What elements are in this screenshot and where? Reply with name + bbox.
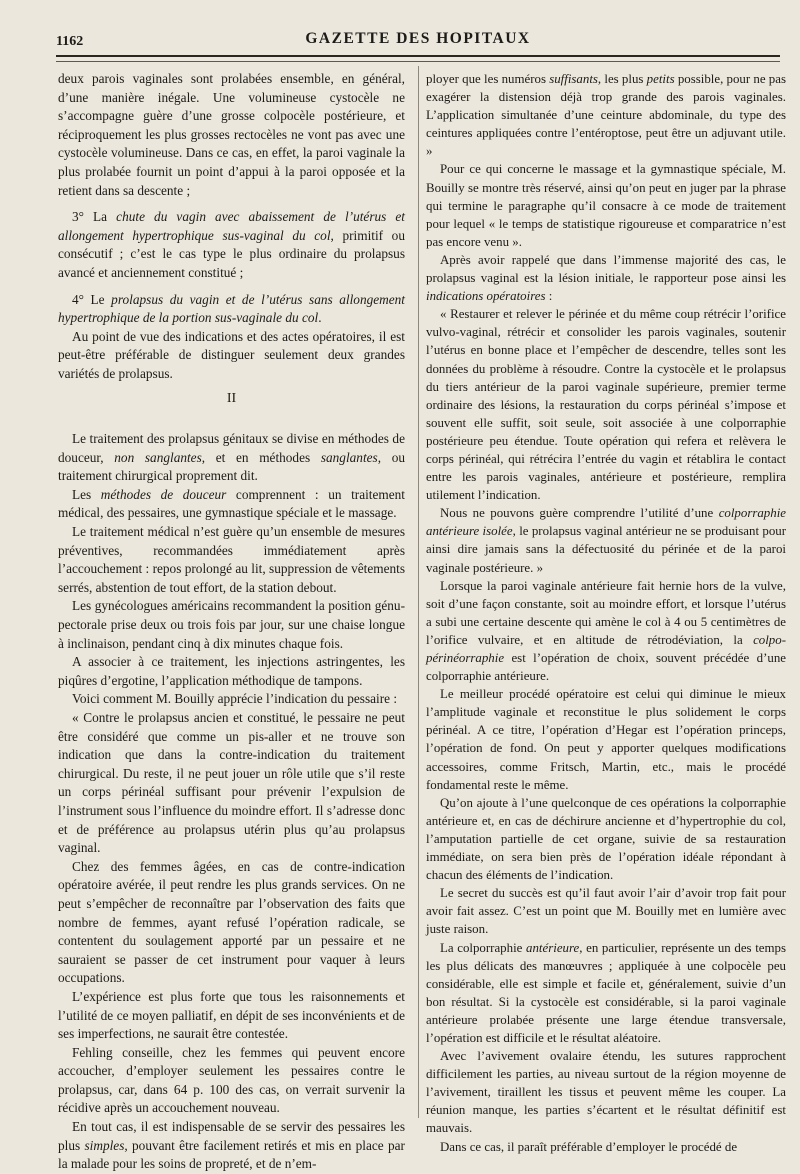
text-run: Le secret du succès est qu’il faut avoir l’air d’avoir trop fait pour avoir fait assez. C’est un point que M. Bouilly met en lumière avec juste raison. bbox=[426, 886, 786, 937]
text-run: 3° La bbox=[72, 209, 117, 225]
text-run: ployer que les numéros bbox=[426, 72, 550, 86]
paragraph bbox=[58, 858, 405, 988]
text-run: Après avoir rappelé que dans l’immense majorité des cas, le prolapsus vaginal est la lésion initiale, le rapporteur pose ainsi les bbox=[426, 252, 786, 286]
paragraph bbox=[426, 939, 786, 1048]
header-rule bbox=[56, 55, 780, 57]
text-run: A associer à ce traitement, les injections astringentes, les piqûres d’ergotine, l’application méthodique de tampons. bbox=[58, 654, 405, 688]
italic-text: non sanglantes bbox=[114, 449, 202, 465]
italic-text: colpo-périnéorraphie bbox=[426, 632, 786, 665]
paragraph bbox=[58, 690, 405, 709]
text-run: , et en méthodes bbox=[201, 449, 321, 465]
text-run: En tout cas, il est indispensable de se servir des pessaires les plus bbox=[58, 1119, 405, 1153]
text-run: Voici comment M. Bouilly apprécie l’indication du pessaire : bbox=[72, 691, 398, 707]
text-run: Fehling conseille, chez les femmes qui peuvent encore accoucher, d’employer seulement les pessaires contre le prolapsus, car, dans 64 p. 100 des cas, on verrait survenir la récidive après un accouchement nouveau. bbox=[58, 1044, 405, 1116]
italic-text: méthodes de douceur bbox=[100, 486, 227, 502]
paragraph bbox=[58, 523, 405, 597]
text-run: Le meilleur procédé opératoire est celui qui diminue le mieux l’amplitude vaginale et reconstitue le plus solidement le corps périnéal. A ce titre, l’opération d’Hegar est l’opération princeps, l’opération de fond. On peut y apporter quelques modifications accessoires, comme Fritsch, Martin, etc., mais le procédé fondamental reste le même. bbox=[426, 687, 786, 792]
text-run: , les plus bbox=[597, 72, 647, 86]
running-title: GAZETTE DES HOPITAUX bbox=[305, 30, 531, 47]
text-run: « Restaurer et relever le périnée et du même coup rétrécir l’orifice vulvo-vaginal, rétrécir et consolider les parois vaginales, soutenir l’utérus en bonne place et l’empêcher de descendre, telles sont les données du problème à résoudre. Contre la cystocèle et le prolapsus du tiers antérieur de la paroi vaginale supérieure, premier terme ordinaire des lésions, la restauration du corps périnéal s’impose et souvent elle suffit, soit seule, soit associée à une colporraphie postérieure peu étendue. Toute opération qui refera et relèvera le corps périnéal, qui rétrécira l’entrée du vagin et rétablira le contact entre les parois vaginales, antérieure et postérieure, remplira utilement l’indication. bbox=[426, 307, 786, 503]
italic-text: petits bbox=[646, 72, 675, 86]
paragraph bbox=[58, 653, 405, 690]
paragraph bbox=[426, 160, 786, 250]
italic-text: antérieure bbox=[526, 940, 580, 955]
text-run: Le traitement des prolapsus génitaux se divise en méthodes de douceur, bbox=[58, 431, 405, 465]
paragraph bbox=[426, 70, 786, 160]
left-column bbox=[58, 70, 405, 1174]
text-run: Avec l’avivement ovalaire étendu, les sutures rapprochent difficilement les parties, au niveau surtout de la région moyenne de l’avivement, tiraillent les tissus et peuvent même les couper. La réunion manque, les parties s’écartent et le résultat définitif est mauvais. bbox=[426, 1049, 786, 1136]
paragraph bbox=[58, 1044, 405, 1118]
text-run: « Contre le prolapsus ancien et constitué, le pessaire ne peut être considéré que comme un pis-aller et ne trouve son indication que dans la contre-indication du traitement chirurgical. Du reste, il ne peut jouer un rôle utile que s’il reste un corps périnéal suffisant pour prévenir l’expulsion de l’instrument sous l’influence du moindre effort. Il s’adresse donc et de préférence au prolapsus utérin plus qu’au prolapsus vaginal. bbox=[58, 710, 405, 856]
paragraph bbox=[58, 988, 405, 1044]
text-run: Au point de vue des indications et des actes opératoires, il est peut-être préférable de distinguer seulement deux grandes variétés de prolapsus. bbox=[58, 328, 405, 381]
text-run: possible, pour ne pas exagérer la distension déjà trop grande des parois vaginales. L’application simultanée d’une ceinture abdominale, du type des ceintures appliquées contre l’entéroptose, peut être un adjuvant utile. » bbox=[426, 72, 786, 159]
page-header bbox=[56, 24, 780, 64]
paragraph bbox=[426, 577, 786, 686]
text-run: Chez des femmes âgées, en cas de contre-indication opératoire avérée, il peut rendre les plus grands services. On ne peut s’empêcher de reconnaître par l’observation des faits que nombre de femmes, ayant refusé l’opération radicale, se contentent du soulagement apporté par un pessaire et ne sauraient se passer de cet instrument pour vaquer à leurs occupations. bbox=[58, 858, 405, 986]
right-column bbox=[426, 70, 786, 1156]
paragraph bbox=[426, 305, 786, 504]
paragraph bbox=[426, 794, 786, 884]
italic-text: indications opératoires bbox=[426, 289, 546, 304]
italic-text: prolapsus du vagin et de l’utérus sans allongement hypertrophique de la portion sus-vaginale du col bbox=[58, 291, 405, 326]
italic-text: simples bbox=[84, 1137, 125, 1153]
column-divider bbox=[418, 66, 419, 1118]
text-run: deux parois vaginales sont prolabées ensemble, en général, d’une manière inégale. Une volumineuse cystocèle ne s’accompagne guère d’une grosse colpocèle postérieure, et réciproquement les plus grosses rectocèles ne vont pas avec une cystocèle volumineuse. Dans ce cas, en effet, la paroi vaginale la plus prolabée fournit un point d’appui à la paroi opposée et la retient dans sa descente ; bbox=[58, 71, 405, 198]
paragraph bbox=[58, 597, 405, 653]
paragraph bbox=[58, 709, 405, 858]
header-rule-thin bbox=[56, 61, 780, 62]
text-run: Dans ce cas, il paraît préférable d’employer le procédé de bbox=[440, 1139, 738, 1154]
italic-text: sanglantes bbox=[320, 449, 378, 465]
text-run: est l’opération de choix, souvent précédée d’une colporraphie antérieure. bbox=[426, 651, 786, 684]
paragraph bbox=[58, 70, 405, 200]
paragraph bbox=[426, 1047, 786, 1137]
text-run: Pour ce qui concerne le massage et la gymnastique spéciale, M. Bouilly se montre très réservé, ainsi qu’on peut en juger par la phrase qui termine le paragraphe qu’il consacre à ce mode de traitement pour lequel « le temps de statistique rigoureuse et comparatrice n’est pas encore venu ». bbox=[426, 162, 786, 249]
paragraph bbox=[426, 685, 786, 794]
text-run: , le prolapsus vaginal antérieur ne se produisant pour ainsi dire jamais sans la défectuosité du périnée et de la paroi vaginale postérieure. » bbox=[426, 524, 787, 575]
paragraph bbox=[58, 208, 405, 282]
paragraph bbox=[58, 1118, 405, 1174]
text-run: 4° Le bbox=[72, 291, 112, 307]
text-run: , en particulier, représente un des temps les plus délicats des manœuvres ; appliquée à une colpocèle peu considérable, elle est simple et facile et, généralement, suivie d’un bon résultat. Si la cystocèle est considérable, si la paroi vaginale antérieure prolabée présente une large étendue transversale, l’opération est difficile et le résultat aléatoire. bbox=[426, 940, 786, 1045]
text-run: Lorsque la paroi vaginale antérieure fait hernie hors de la vulve, soit d’une façon constante, soit au moindre effort, et lorsque l’utérus a subi une certaine descente qui amène le col à 4 ou 5 centimètres de l’orifice vulvaire, et en altitude de rétrodéviation, la bbox=[426, 578, 786, 647]
paragraph bbox=[426, 251, 786, 305]
text-run: Nous ne pouvons guère comprendre l’utilité d’une bbox=[440, 506, 719, 521]
text-run: Les bbox=[72, 486, 101, 502]
text-run: comprennent : un traitement médical, des pessaires, une gymnastique spéciale et le massage. bbox=[58, 486, 405, 521]
paragraph bbox=[58, 291, 405, 328]
text-run: Qu’on ajoute à l’une quelconque de ces opérations la colporraphie antérieure et, en cas de déchirure ancienne et d’hypertrophie du col, l’amputation partielle de cet organe, suivie de sa restauration immédiate, on sera bien près de l’opération idéale répondant à chacun des éléments de l’indication. bbox=[426, 795, 786, 883]
text-run: . bbox=[318, 310, 322, 326]
paragraph bbox=[58, 328, 405, 384]
text-run: Le traitement médical n’est guère qu’un ensemble de mesures préventives, recommandées immédiatement après l’accouchement : repos prolongé au lit, suppression de vêtements serrés, abstention de tout effort, de la station debout. bbox=[58, 524, 405, 595]
paragraph bbox=[58, 486, 405, 523]
paragraph bbox=[58, 430, 405, 486]
text-run: L’expérience est plus forte que tous les raisonnements et l’utilité de ce moyen palliatif, en dépit de ses inconvénients et de ses imperfections, ne saurait être contestée. bbox=[58, 988, 405, 1042]
text-run: : bbox=[545, 289, 553, 304]
page-number: 1162 bbox=[56, 34, 84, 49]
paragraph bbox=[426, 884, 786, 938]
paragraph bbox=[426, 1138, 786, 1156]
text-run: , ou traitement chirurgical proprement dit. bbox=[58, 449, 405, 484]
section-heading: II bbox=[226, 390, 237, 406]
italic-text: chute du vagin avec abaissement de l’utérus et allongement hypertrophique sus-vaginal du col bbox=[58, 209, 405, 243]
text-run: , pouvant être facilement retirés et mis en place par la malade pour les soins de propreté, et de n’em- bbox=[58, 1137, 405, 1172]
paragraph bbox=[426, 504, 786, 576]
text-run: Les gynécologues américains recommandent la position génu-pectorale prise deux ou trois fois par jour, sur une chaise longue à inclinaison, pendant cinq à dix minutes chaque fois. bbox=[58, 598, 405, 651]
italic-text: colporraphie antérieure isolée bbox=[426, 506, 786, 539]
italic-text: suffisants bbox=[549, 72, 598, 86]
text-run: La colporraphie bbox=[440, 940, 527, 955]
text-run: , primitif ou consécutif ; c’est le cas type le plus ordinaire du prolapsus avancé et anciennement constitué ; bbox=[58, 227, 405, 280]
